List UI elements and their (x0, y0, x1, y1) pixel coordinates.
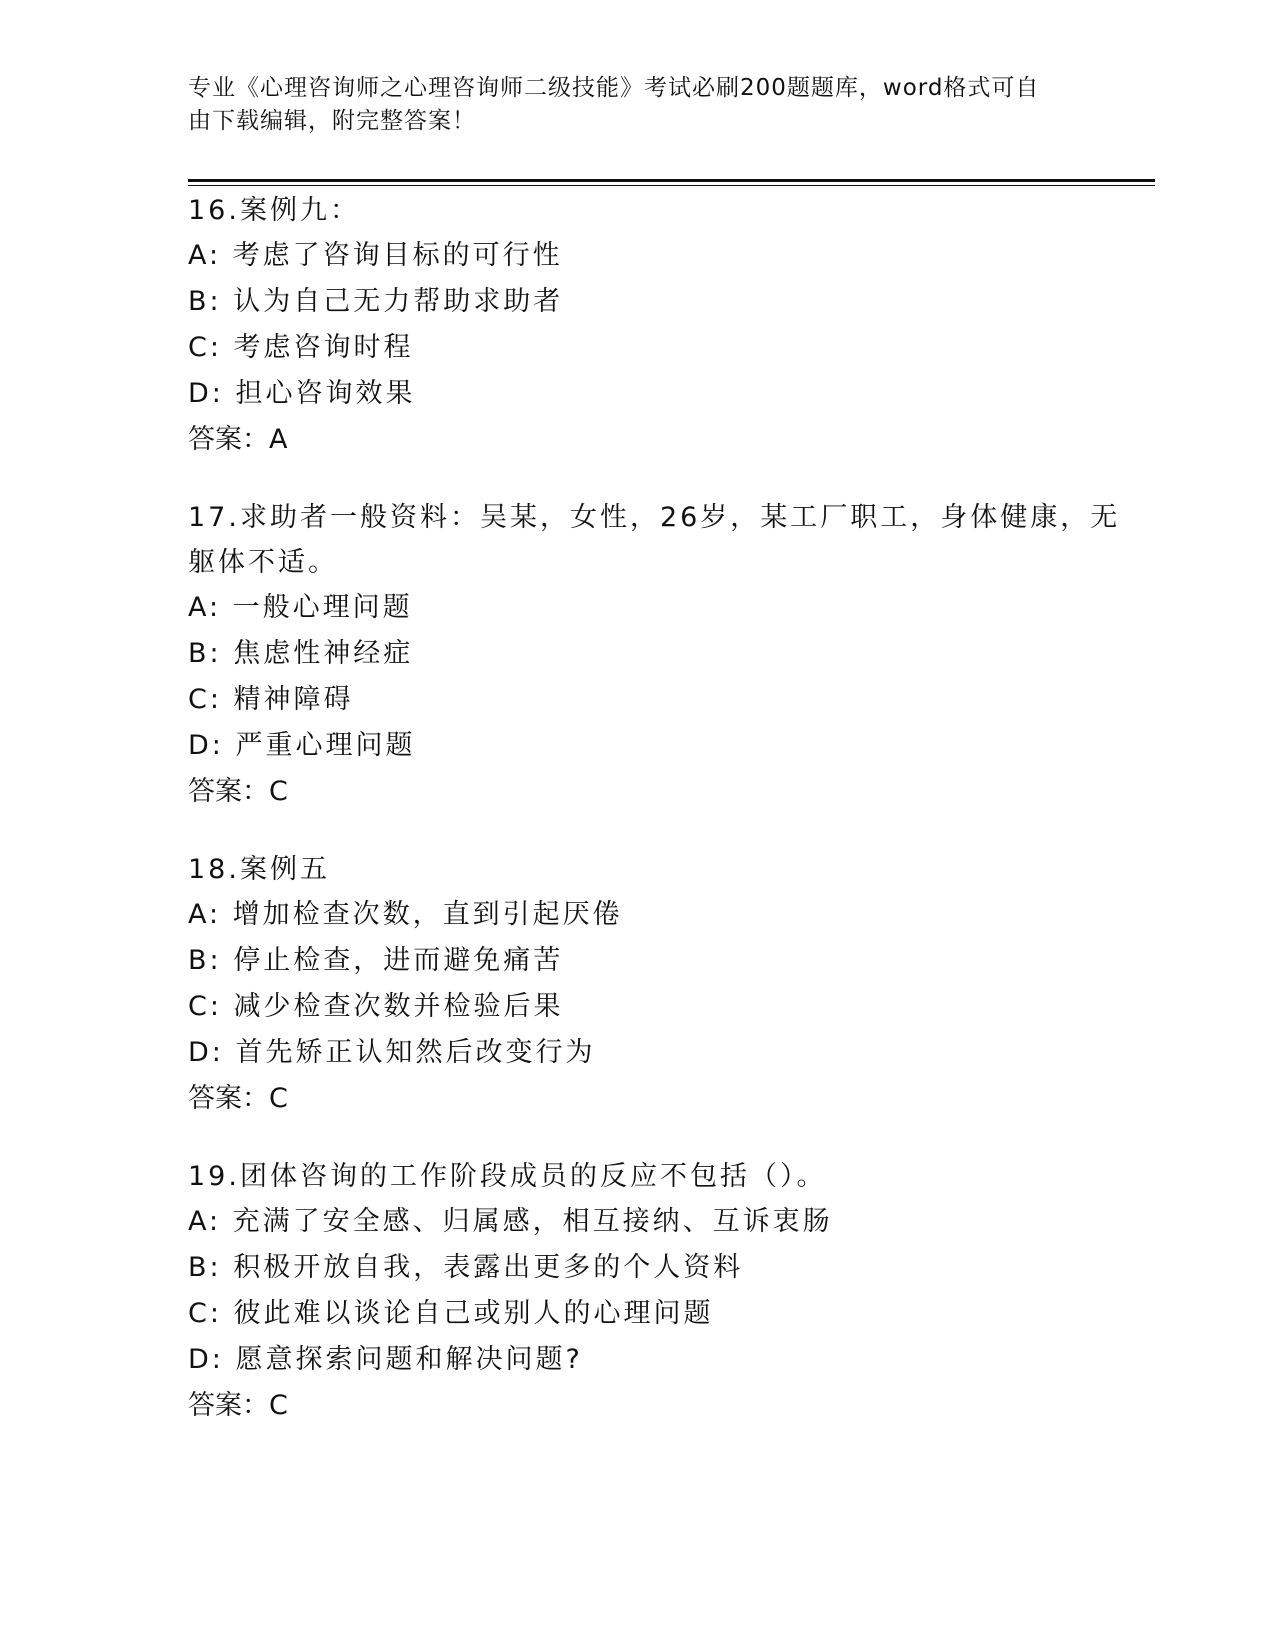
answer-value: C (269, 1390, 289, 1421)
question-17 (188, 495, 1148, 815)
option-a: A: 一般心理问题 (188, 592, 413, 623)
option-a: A: 考虑了咨询目标的可行性 (188, 240, 563, 271)
question-stem: 16.案例九： (188, 195, 360, 226)
answer-value: A (269, 424, 289, 455)
question-16 (188, 188, 1148, 463)
option-d: D: 严重心理问题 (188, 730, 416, 761)
answer-label: 答案： (188, 424, 269, 455)
header-divider-thick (188, 179, 1155, 182)
question-stem: 18.案例五 (188, 854, 330, 885)
question-stem: 19.团体咨询的工作阶段成员的反应不包括（）。 (188, 1161, 827, 1192)
option-c: C: 减少检查次数并检验后果 (188, 991, 564, 1022)
question-18 (188, 847, 1148, 1122)
answer-line (188, 769, 1148, 815)
option-b: B: 认为自己无力帮助求助者 (188, 286, 564, 317)
answer-label: 答案： (188, 776, 269, 807)
question-stem: 17.求助者一般资料：吴某，女性，26岁，某工厂职工，身体健康，无 (188, 502, 1121, 533)
option-b: B: 积极开放自我，表露出更多的个人资料 (188, 1252, 744, 1283)
option-d: D: 担心咨询效果 (188, 378, 416, 409)
option-c: C: 精神障碍 (188, 684, 354, 715)
answer-value: C (269, 776, 289, 807)
answer-line (188, 1383, 1148, 1429)
answer-label: 答案： (188, 1083, 269, 1114)
option-d: D: 愿意探索问题和解决问题? (188, 1344, 583, 1375)
header-divider-thin (188, 185, 1155, 186)
answer-line (188, 417, 1148, 463)
header-line-2: 由下载编辑，附完整答案！ (188, 108, 476, 134)
option-a: A: 充满了安全感、归属感，相互接纳、互诉衷肠 (188, 1206, 833, 1237)
document-header (188, 72, 1088, 138)
answer-value: C (269, 1083, 289, 1114)
option-a: A: 增加检查次数，直到引起厌倦 (188, 899, 623, 930)
answer-line (188, 1076, 1148, 1122)
option-b: B: 焦虑性神经症 (188, 638, 414, 669)
question-19 (188, 1154, 1148, 1429)
question-stem-continued: 躯体不适。 (188, 547, 338, 578)
option-d: D: 首先矫正认知然后改变行为 (188, 1037, 596, 1068)
header-line-1: 专业《心理咨询师之心理咨询师二级技能》考试必刷200题题库，word格式可自 (188, 75, 1040, 101)
option-c: C: 考虑咨询时程 (188, 332, 414, 363)
option-b: B: 停止检查，进而避免痛苦 (188, 945, 564, 976)
answer-label: 答案： (188, 1390, 269, 1421)
option-c: C: 彼此难以谈论自己或别人的心理问题 (188, 1298, 714, 1329)
question-list (188, 188, 1148, 1461)
